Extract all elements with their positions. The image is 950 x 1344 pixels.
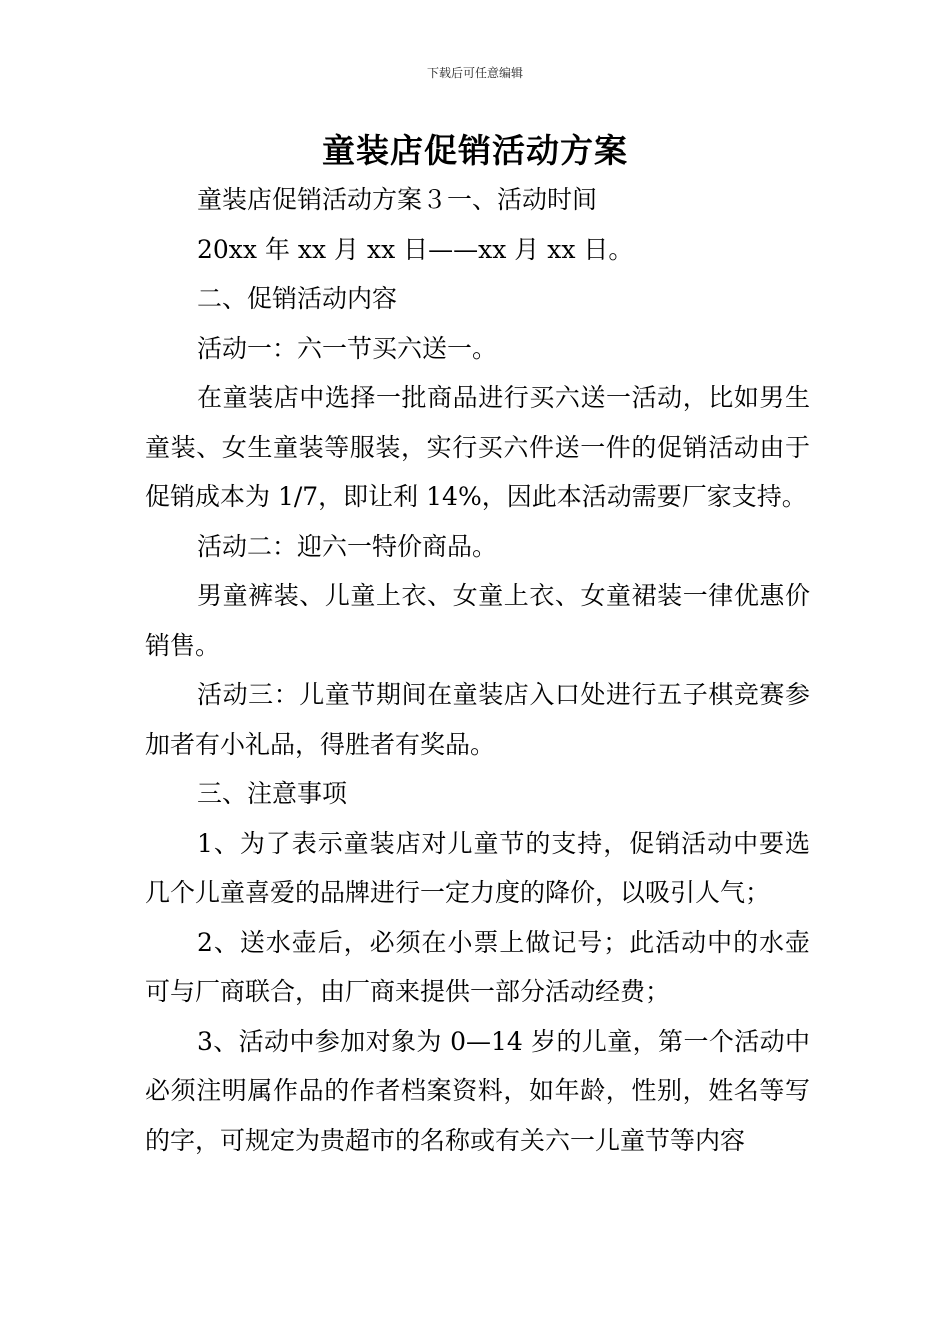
paragraph-activity-three: 活动三：儿童节期间在童装店入口处进行五子棋竞赛参加者有小礼品，得胜者有奖品。 xyxy=(145,680,810,759)
document-body xyxy=(145,175,810,1165)
paragraph-activity-two-body: 男童裤装、儿童上衣、女童上衣、女童裙装一律优惠价销售。 xyxy=(145,581,810,660)
paragraph-notes-heading: 三、注意事项 xyxy=(197,779,348,808)
paragraph-activity-time-heading: 童装店促销活动方案３一、活动时间 xyxy=(197,185,598,214)
paragraph-activity-dates: 20xx 年 xx 月 xx 日——xx 月 xx 日。 xyxy=(197,234,634,264)
document-title: 童装店促销活动方案 xyxy=(322,131,628,170)
page-header-note: 下载后可任意编辑 xyxy=(426,66,523,80)
paragraph-note-2: 2、送水壶后，必须在小票上做记号；此活动中的水壶可与厂商联合，由厂商来提供一部分活动经费； xyxy=(145,927,810,1006)
paragraph-activity-one-body: 在童装店中选择一批商品进行买六送一活动，比如男生童装、女生童装等服装，实行买六件送一件的促销活动由于促销成本为 1/7，即让利 14%，因此本活动需要厂家支持。 xyxy=(145,383,810,511)
paragraph-note-3: 3、活动中参加对象为 0—14 岁的儿童，第一个活动中必须注明属作品的作者档案资料，如年龄，性别，姓名等写的字，可规定为贵超市的名称或有关六一儿童节等内容 xyxy=(145,1026,810,1155)
paragraph-activity-one-title: 活动一：六一节买六送一。 xyxy=(197,333,498,363)
paragraph-activity-two-title: 活动二：迎六一特价商品。 xyxy=(197,531,498,561)
paragraph-promo-content-heading: 二、促销活动内容 xyxy=(197,284,398,313)
paragraph-note-1: 1、为了表示童装店对儿童节的支持，促销活动中要选几个儿童喜爱的品牌进行一定力度的降价，以吸引人气； xyxy=(145,828,810,907)
